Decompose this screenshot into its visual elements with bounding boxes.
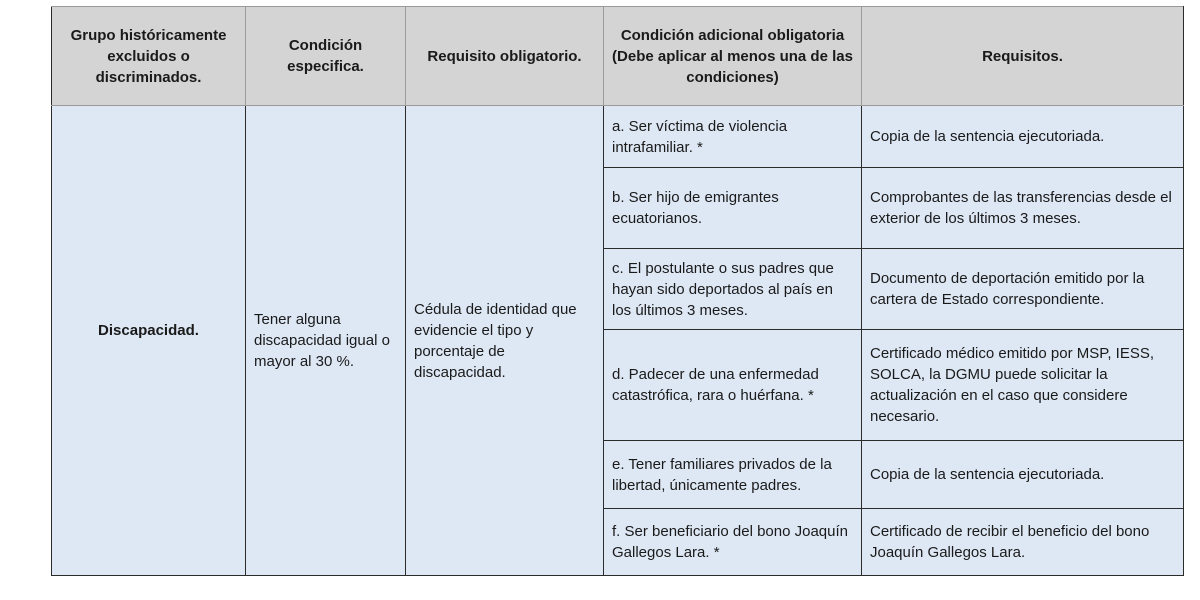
requirements-table <box>51 6 1184 576</box>
requirement-cell: Comprobantes de las transferencias desde el exterior de los últimos 3 meses. <box>862 168 1184 249</box>
mandatory-requirement-cell <box>406 106 604 576</box>
specific-condition-cell <box>246 106 406 576</box>
header-specific-condition: Condición especifica. <box>246 7 406 106</box>
mandatory-requirement-text: Cédula de identidad que evidencie el tipo y porcentaje de discapacidad. <box>414 300 577 381</box>
header-requirements: Requisitos. <box>862 7 1184 106</box>
requirement-cell: Certificado de recibir el beneficio del bono Joaquín Gallegos Lara. <box>862 509 1184 576</box>
group-name-cell: Discapacidad. <box>52 106 246 576</box>
requirement-cell: Copia de la sentencia ejecutoriada. <box>862 106 1184 168</box>
table-header <box>52 7 1184 106</box>
condition-cell: b. Ser hijo de emigrantes ecuatorianos. <box>604 168 862 249</box>
condition-cell: f. Ser beneficiario del bono Joaquín Gallegos Lara. * <box>604 509 862 576</box>
requirement-cell: Certificado médico emitido por MSP, IESS, SOLCA, la DGMU puede solicitar la actualización en el caso que considere necesario. <box>862 330 1184 441</box>
header-mandatory-requirement: Requisito obligatorio. <box>406 7 604 106</box>
table-row <box>52 106 1184 168</box>
table-body <box>52 106 1184 576</box>
requirement-cell: Documento de deportación emitido por la cartera de Estado correspondiente. <box>862 249 1184 330</box>
condition-cell: d. Padecer de una enfermedad catastrófica, rara o huérfana. * <box>604 330 862 441</box>
condition-cell: a. Ser víctima de violencia intrafamiliar. * <box>604 106 862 168</box>
header-group: Grupo históricamente excluidos o discriminados. <box>52 7 246 106</box>
header-additional-condition: Condición adicional obligatoria (Debe aplicar al menos una de las condiciones) <box>604 7 862 106</box>
specific-condition-text: Tener alguna discapacidad igual o mayor al 30 %. <box>254 311 390 370</box>
header-row <box>52 7 1184 106</box>
condition-cell: c. El postulante o sus padres que hayan sido deportados al país en los últimos 3 meses. <box>604 249 862 330</box>
requirements-table-container <box>51 6 1183 576</box>
condition-cell: e. Tener familiares privados de la libertad, únicamente padres. <box>604 441 862 509</box>
requirement-cell: Copia de la sentencia ejecutoriada. <box>862 441 1184 509</box>
